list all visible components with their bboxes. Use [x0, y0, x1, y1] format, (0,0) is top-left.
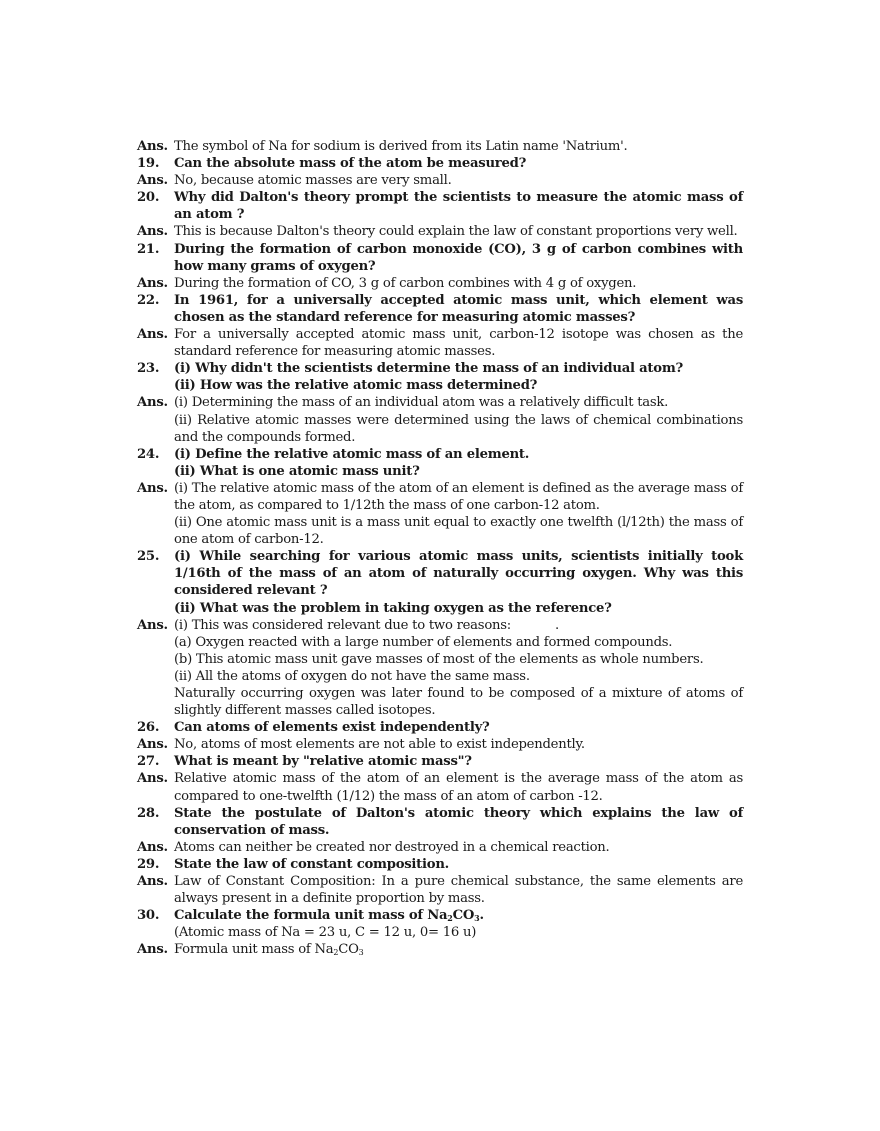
question-text-part-ii: (ii) How was the relative atomic mass determined? [174, 378, 538, 394]
question-text-part-ii: (ii) What was the problem in taking oxygen as the reference? [174, 600, 612, 616]
answer-text-reason-a: (a) Oxygen reacted with a large number of elements and formed compounds. [174, 634, 673, 650]
question-number: 29. [137, 856, 160, 872]
question-period: . [479, 908, 484, 924]
stray-dot: . [554, 617, 559, 633]
question-number: 20. [137, 190, 160, 206]
answer-label: Ans. [137, 139, 168, 154]
formula-na: Na [427, 908, 448, 924]
formula-co-subscript: 3 [474, 913, 480, 924]
answer-text: During the formation of CO, 3 g of carbon combines with 4 g of oxygen. [174, 275, 637, 291]
answer-text-part-ii: (ii) One atomic mass unit is a mass unit equal to exactly one twelfth (l/12th) the mass of one atom of carbon-12. [174, 515, 743, 548]
answer-28 [137, 839, 743, 856]
question-text-part-ii: (ii) What is one atomic mass unit? [174, 463, 420, 479]
document-page [137, 138, 743, 959]
formula-na-subscript: 2 [333, 948, 339, 958]
question-text: During the formation of carbon monoxide (CO), 3 g of carbon combines with how many grams of oxygen? [174, 241, 743, 274]
answer-22 [137, 326, 743, 360]
answer-label: Ans. [137, 737, 168, 753]
question-text: State the law of constant composition. [174, 856, 450, 872]
answer-label: Ans. [137, 395, 168, 411]
formula-co: CO [338, 942, 359, 958]
answer-30 [137, 941, 743, 958]
answer-text-part-i: (i) The relative atomic mass of the atom of an element is defined as the average mass of the atom, as compared to 1/12th the mass of one carbon-12 atom. [174, 480, 743, 513]
answer-label: Ans. [137, 173, 168, 189]
question-number: 25. [137, 549, 160, 565]
answer-text-part-i [174, 617, 743, 634]
question-23 [137, 360, 743, 377]
answer-text: Relative atomic mass of the atom of an element is the average mass of the atom as compared to one-twelfth (1/12) the mass of an atom of carbon -12. [174, 771, 743, 804]
given-data: (Atomic mass of Na = 23 u, C = 12 u, 0= 16 u) [174, 925, 477, 941]
question-28 [137, 805, 743, 839]
question-text: Can the absolute mass of the atom be measured? [174, 156, 527, 172]
answer-label: Ans. [137, 275, 168, 291]
formula-co-subscript: 3 [358, 948, 364, 958]
answer-label: Ans. [137, 224, 168, 240]
answer-text: Law of Constant Composition: In a pure chemical substance, the same elements are always present in a definite proportion by mass. [174, 874, 743, 907]
answer-label: Ans. [137, 942, 168, 958]
question-number: 22. [137, 292, 160, 308]
answer-23 [137, 394, 743, 411]
answer-24 [137, 480, 743, 514]
question-number: 24. [137, 446, 160, 462]
answer-21 [137, 275, 743, 292]
question-text: In 1961, for a universally accepted atomic mass unit, which element was chosen as the standard reference for measuring atomic masses? [174, 292, 743, 325]
question-number: 28. [137, 805, 160, 821]
question-text-part-i: (i) Why didn't the scientists determine the mass of an individual atom? [174, 361, 684, 377]
answer-text-reason-b: (b) This atomic mass unit gave masses of most of the elements as whole numbers. [174, 651, 704, 667]
question-number: 19. [137, 156, 160, 172]
question-25 [137, 548, 743, 599]
question-text: Can atoms of elements exist independently? [174, 720, 490, 736]
answer-19 [137, 172, 743, 189]
question-text: Why did Dalton's theory prompt the scientists to measure the atomic mass of an atom ? [174, 190, 743, 223]
answer-text-reason-intro: (i) This was considered relevant due to two reasons: [174, 617, 511, 633]
answer-text-part-i: (i) Determining the mass of an individual atom was a relatively difficult task. [174, 395, 669, 411]
answer-text-part-ii: (ii) Relative atomic masses were determined using the laws of chemical combinations and the compounds formed. [174, 412, 743, 445]
answer-text [174, 941, 743, 958]
question-text: What is meant by "relative atomic mass"? [174, 754, 472, 770]
question-text-lead: Calculate the formula unit mass of [174, 908, 423, 924]
question-number: 21. [137, 241, 160, 257]
answer-text: The symbol of Na for sodium is derived from its Latin name 'Natrium'. [174, 139, 628, 154]
answer-text: For a universally accepted atomic mass unit, carbon-12 isotope was chosen as the standard reference for measuring atomic masses. [174, 327, 743, 360]
question-20 [137, 189, 743, 223]
question-24 [137, 446, 743, 463]
answer-label: Ans. [137, 617, 168, 633]
question-30 [137, 907, 743, 924]
answer-text: No, atoms of most elements are not able to exist independently. [174, 737, 585, 753]
question-number: 26. [137, 720, 160, 736]
answer-label: Ans. [137, 480, 168, 496]
question-21 [137, 241, 743, 275]
formula-na-subscript: 2 [447, 913, 453, 924]
question-text: State the postulate of Dalton's atomic theory which explains the law of conservation of mass. [174, 805, 743, 838]
answer-label: Ans. [137, 771, 168, 787]
answer-label: Ans. [137, 327, 168, 343]
question-26 [137, 719, 743, 736]
chemical-formula [315, 942, 364, 957]
question-text-part-i: (i) While searching for various atomic mass units, scientists initially took 1/16th of the mass of an atom of naturally occurring oxygen. Why was this considered relevant ? [174, 549, 743, 599]
question-text [174, 907, 743, 924]
answer-text: Atoms can neither be created nor destroyed in a chemical reaction. [174, 839, 610, 855]
answer-27 [137, 770, 743, 804]
question-number: 27. [137, 754, 160, 770]
answer-label: Ans. [137, 874, 168, 890]
answer-label: Ans. [137, 839, 168, 855]
question-number: 30. [137, 908, 160, 924]
answer-text: No, because atomic masses are very small. [174, 173, 452, 189]
chemical-formula [427, 908, 479, 923]
formula-na: Na [314, 942, 334, 958]
answer-25 [137, 617, 743, 634]
answer-text-part-ii: (ii) All the atoms of oxygen do not have the same mass. [174, 668, 530, 684]
question-19 [137, 155, 743, 172]
answer-text-lead: Formula unit mass of [174, 942, 311, 958]
answer-18 [137, 138, 743, 155]
question-text-part-i: (i) Define the relative atomic mass of an element. [174, 446, 530, 462]
answer-text: This is because Dalton's theory could explain the law of constant proportions very well. [174, 224, 738, 240]
question-22 [137, 292, 743, 326]
question-number: 23. [137, 361, 160, 377]
formula-co: CO [452, 908, 475, 924]
answer-26 [137, 736, 743, 753]
question-27 [137, 753, 743, 770]
answer-29 [137, 873, 743, 907]
answer-20 [137, 223, 743, 240]
question-29 [137, 856, 743, 873]
answer-text-isotopes: Naturally occurring oxygen was later found to be composed of a mixture of atoms of slightly different masses called isotopes. [174, 686, 743, 719]
